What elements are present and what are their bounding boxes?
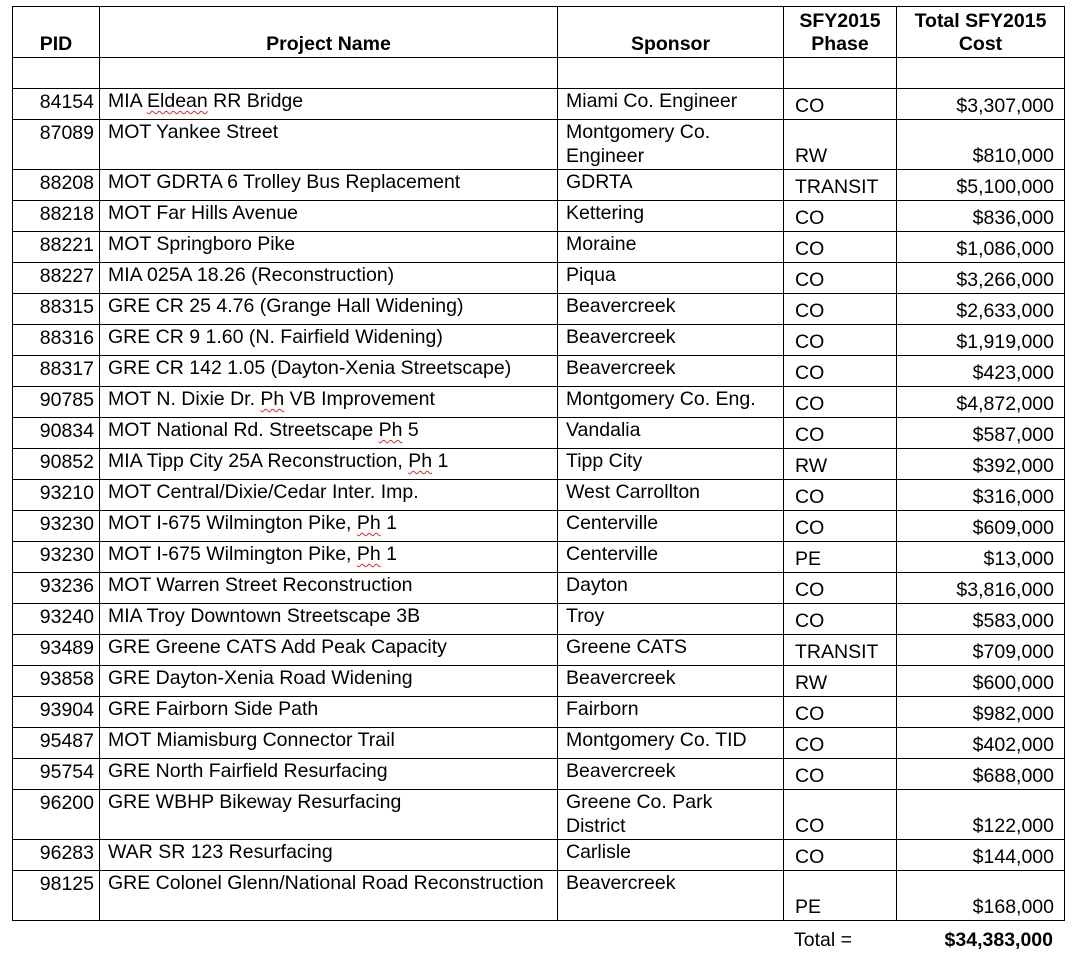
project-name-cell: GRE WBHP Bikeway Resurfacing xyxy=(100,790,558,840)
cost-cell: $3,816,000 xyxy=(897,573,1065,604)
project-name-cell: GRE Dayton-Xenia Road Widening xyxy=(100,666,558,697)
sponsor-cell: Montgomery Co. TID xyxy=(558,728,784,759)
table-row xyxy=(13,604,1065,635)
pid-cell: 93904 xyxy=(13,697,100,728)
cost-cell: $3,266,000 xyxy=(897,263,1065,294)
phase-cell: CO xyxy=(784,201,897,232)
project-name-cell: MOT Miamisburg Connector Trail xyxy=(100,728,558,759)
cost-cell: $982,000 xyxy=(897,697,1065,728)
phase-cell: CO xyxy=(784,89,897,120)
phase-header-line1: SFY2015 xyxy=(799,10,881,32)
pid-cell: 90852 xyxy=(13,449,100,480)
sponsor-header: Sponsor xyxy=(558,7,784,58)
phase-cell: CO xyxy=(784,759,897,790)
sponsor-cell: Beavercreek xyxy=(558,871,784,921)
pid-cell: 98125 xyxy=(13,871,100,921)
blank-row xyxy=(13,58,1065,89)
sponsor-cell: Beavercreek xyxy=(558,666,784,697)
project-name-cell: GRE CR 25 4.76 (Grange Hall Widening) xyxy=(100,294,558,325)
phase-cell: TRANSIT xyxy=(784,170,897,201)
project-name-cell: MIA Tipp City 25A Reconstruction, Ph 1 xyxy=(100,449,558,480)
pid-cell: 93489 xyxy=(13,635,100,666)
pid-header: PID xyxy=(13,7,100,58)
table-row xyxy=(13,697,1065,728)
phase-cell: CO xyxy=(784,697,897,728)
sponsor-cell: Beavercreek xyxy=(558,325,784,356)
table-row xyxy=(13,89,1065,120)
phase-cell: PE xyxy=(784,542,897,573)
project-name-cell: MOT I-675 Wilmington Pike, Ph 1 xyxy=(100,511,558,542)
cost-header-line2: Cost xyxy=(958,33,1003,55)
cost-cell: $13,000 xyxy=(897,542,1065,573)
cost-cell: $144,000 xyxy=(897,840,1065,871)
project-name-cell: MOT Yankee Street xyxy=(100,120,558,170)
cost-cell: $4,872,000 xyxy=(897,387,1065,418)
sponsor-cell: Tipp City xyxy=(558,449,784,480)
sponsor-cell: Greene CATS xyxy=(558,635,784,666)
sponsor-cell: Miami Co. Engineer xyxy=(558,89,784,120)
total-label: Total = xyxy=(794,929,852,951)
spellcheck-word: Ph xyxy=(260,388,285,410)
phase-header xyxy=(784,7,897,58)
project-table xyxy=(12,6,1065,921)
sponsor-cell: Beavercreek xyxy=(558,294,784,325)
cost-header-line1: Total SFY2015 xyxy=(914,10,1047,32)
table-row xyxy=(13,573,1065,604)
project-name-cell: GRE Greene CATS Add Peak Capacity xyxy=(100,635,558,666)
table-row xyxy=(13,120,1065,170)
pid-cell: 93240 xyxy=(13,604,100,635)
spellcheck-word: Eldean xyxy=(147,90,208,112)
table-row xyxy=(13,840,1065,871)
pid-cell: 88227 xyxy=(13,263,100,294)
table-row xyxy=(13,418,1065,449)
blank-cell xyxy=(897,58,1065,89)
header-row xyxy=(13,7,1065,58)
table-row xyxy=(13,325,1065,356)
sponsor-cell: Beavercreek xyxy=(558,356,784,387)
sponsor-cell: Montgomery Co. Engineer xyxy=(558,120,784,170)
sponsor-cell: Vandalia xyxy=(558,418,784,449)
table-row xyxy=(13,356,1065,387)
table-row xyxy=(13,263,1065,294)
table-row xyxy=(13,201,1065,232)
table-row xyxy=(13,635,1065,666)
project-name-cell: MOT N. Dixie Dr. Ph VB Improvement xyxy=(100,387,558,418)
phase-cell: PE xyxy=(784,871,897,921)
sponsor-cell: Piqua xyxy=(558,263,784,294)
phase-cell: CO xyxy=(784,840,897,871)
sponsor-cell: Carlisle xyxy=(558,840,784,871)
project-name-cell: MOT Warren Street Reconstruction xyxy=(100,573,558,604)
sponsor-cell: Dayton xyxy=(558,573,784,604)
pid-cell: 93858 xyxy=(13,666,100,697)
spellcheck-word: Ph xyxy=(356,543,381,565)
table-row xyxy=(13,790,1065,840)
sponsor-cell: GDRTA xyxy=(558,170,784,201)
sponsor-cell: Troy xyxy=(558,604,784,635)
pid-cell: 90785 xyxy=(13,387,100,418)
pid-cell: 88221 xyxy=(13,232,100,263)
project-name-cell: MOT Springboro Pike xyxy=(100,232,558,263)
project-name-cell: MOT I-675 Wilmington Pike, Ph 1 xyxy=(100,542,558,573)
project-name-cell: MIA Eldean RR Bridge xyxy=(100,89,558,120)
pid-cell: 95487 xyxy=(13,728,100,759)
sponsor-cell: Moraine xyxy=(558,232,784,263)
phase-cell: RW xyxy=(784,120,897,170)
cost-cell: $600,000 xyxy=(897,666,1065,697)
phase-cell: CO xyxy=(784,573,897,604)
cost-cell: $583,000 xyxy=(897,604,1065,635)
table-row xyxy=(13,387,1065,418)
table-row xyxy=(13,871,1065,921)
pid-cell: 88208 xyxy=(13,170,100,201)
cost-header xyxy=(897,7,1065,58)
cost-cell: $587,000 xyxy=(897,418,1065,449)
sponsor-cell: Beavercreek xyxy=(558,759,784,790)
pid-cell: 88315 xyxy=(13,294,100,325)
pid-cell: 96283 xyxy=(13,840,100,871)
spellcheck-word: Ph xyxy=(408,450,433,472)
phase-cell: CO xyxy=(784,325,897,356)
project-name-cell: GRE Colonel Glenn/National Road Reconstruction xyxy=(100,871,558,921)
phase-cell: CO xyxy=(784,604,897,635)
project-name-cell: GRE CR 142 1.05 (Dayton-Xenia Streetscape) xyxy=(100,356,558,387)
cost-cell: $1,919,000 xyxy=(897,325,1065,356)
project-name-cell: MOT Far Hills Avenue xyxy=(100,201,558,232)
phase-cell: CO xyxy=(784,294,897,325)
blank-cell xyxy=(100,58,558,89)
phase-header-line2: Phase xyxy=(811,33,869,55)
cost-cell: $609,000 xyxy=(897,511,1065,542)
pid-cell: 84154 xyxy=(13,89,100,120)
pid-cell: 96200 xyxy=(13,790,100,840)
cost-cell: $688,000 xyxy=(897,759,1065,790)
project-name-header: Project Name xyxy=(100,7,558,58)
cost-cell: $122,000 xyxy=(897,790,1065,840)
cost-cell: $3,307,000 xyxy=(897,89,1065,120)
pid-cell: 93230 xyxy=(13,511,100,542)
cost-cell: $2,633,000 xyxy=(897,294,1065,325)
total-row xyxy=(782,928,1063,952)
project-name-cell: MIA Troy Downtown Streetscape 3B xyxy=(100,604,558,635)
pid-cell: 88317 xyxy=(13,356,100,387)
sponsor-cell: West Carrollton xyxy=(558,480,784,511)
cost-cell: $709,000 xyxy=(897,635,1065,666)
pid-cell: 93230 xyxy=(13,542,100,573)
sponsor-cell: Centerville xyxy=(558,542,784,573)
pid-cell: 87089 xyxy=(13,120,100,170)
pid-cell: 88316 xyxy=(13,325,100,356)
project-name-cell: GRE Fairborn Side Path xyxy=(100,697,558,728)
cost-cell: $836,000 xyxy=(897,201,1065,232)
cost-cell: $1,086,000 xyxy=(897,232,1065,263)
pid-cell: 90834 xyxy=(13,418,100,449)
sponsor-cell: Fairborn xyxy=(558,697,784,728)
phase-cell: CO xyxy=(784,480,897,511)
cost-cell: $316,000 xyxy=(897,480,1065,511)
sponsor-cell: Centerville xyxy=(558,511,784,542)
blank-cell xyxy=(13,58,100,89)
phase-cell: RW xyxy=(784,449,897,480)
table-row xyxy=(13,449,1065,480)
phase-cell: CO xyxy=(784,232,897,263)
phase-cell: CO xyxy=(784,263,897,294)
table-row xyxy=(13,542,1065,573)
phase-cell: CO xyxy=(784,356,897,387)
table-row xyxy=(13,170,1065,201)
sponsor-cell: Greene Co. Park District xyxy=(558,790,784,840)
blank-cell xyxy=(558,58,784,89)
phase-cell: CO xyxy=(784,790,897,840)
table-row xyxy=(13,480,1065,511)
table-row xyxy=(13,666,1065,697)
spellcheck-word: Ph xyxy=(356,512,381,534)
project-name-cell: MOT National Rd. Streetscape Ph 5 xyxy=(100,418,558,449)
sponsor-cell: Montgomery Co. Eng. xyxy=(558,387,784,418)
sponsor-cell: Kettering xyxy=(558,201,784,232)
table-row xyxy=(13,759,1065,790)
project-name-cell: MOT Central/Dixie/Cedar Inter. Imp. xyxy=(100,480,558,511)
project-name-cell: GRE North Fairfield Resurfacing xyxy=(100,759,558,790)
table-row xyxy=(13,294,1065,325)
blank-cell xyxy=(784,58,897,89)
total-value: $34,383,000 xyxy=(944,929,1053,951)
pid-cell: 93236 xyxy=(13,573,100,604)
pid-cell: 95754 xyxy=(13,759,100,790)
project-name-cell: WAR SR 123 Resurfacing xyxy=(100,840,558,871)
table-row xyxy=(13,728,1065,759)
phase-cell: TRANSIT xyxy=(784,635,897,666)
cost-cell: $5,100,000 xyxy=(897,170,1065,201)
table-row xyxy=(13,511,1065,542)
phase-cell: CO xyxy=(784,418,897,449)
cost-cell: $392,000 xyxy=(897,449,1065,480)
pid-cell: 93210 xyxy=(13,480,100,511)
phase-cell: CO xyxy=(784,728,897,759)
project-name-cell: MOT GDRTA 6 Trolley Bus Replacement xyxy=(100,170,558,201)
project-name-cell: MIA 025A 18.26 (Reconstruction) xyxy=(100,263,558,294)
phase-cell: RW xyxy=(784,666,897,697)
pid-cell: 88218 xyxy=(13,201,100,232)
cost-cell: $810,000 xyxy=(897,120,1065,170)
phase-cell: CO xyxy=(784,511,897,542)
cost-cell: $168,000 xyxy=(897,871,1065,921)
project-name-cell: GRE CR 9 1.60 (N. Fairfield Widening) xyxy=(100,325,558,356)
cost-cell: $402,000 xyxy=(897,728,1065,759)
spellcheck-word: Ph xyxy=(378,419,403,441)
phase-cell: CO xyxy=(784,387,897,418)
cost-cell: $423,000 xyxy=(897,356,1065,387)
table-row xyxy=(13,232,1065,263)
